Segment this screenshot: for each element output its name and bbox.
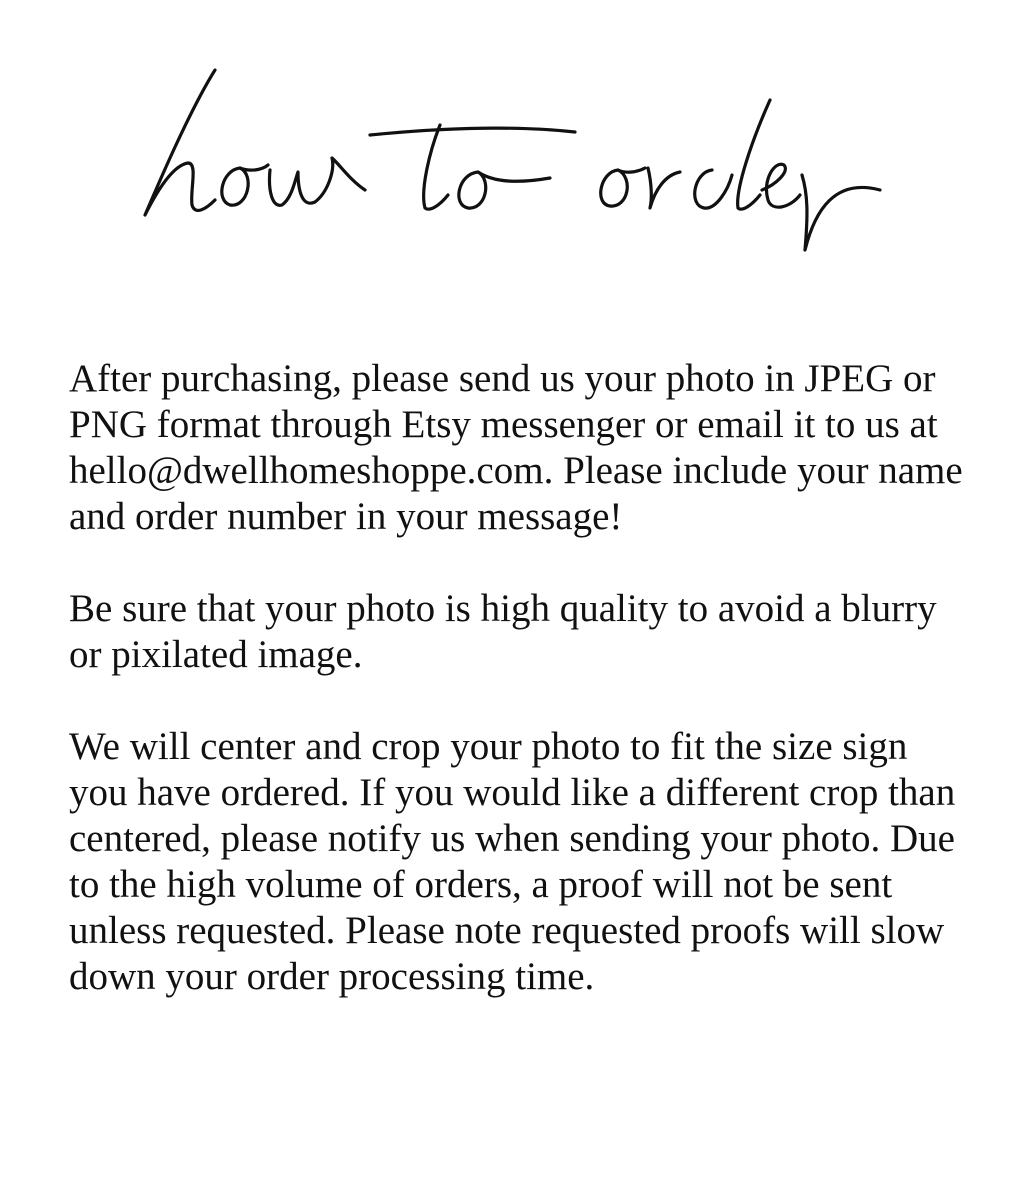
instructions-paragraph-crop: We will center and crop your photo to fit the size sign you have ordered. If you would like a different crop than centered, please notify us when sending your photo. Due to the high volume of orders, a proof will not be sent unless requested. Please note requested proofs will slow down your order processing time.	[69, 725, 956, 998]
script-title-lettering	[0, 40, 1024, 270]
instructions-paragraph-send-photo: After purchasing, please send us your photo in JPEG or PNG format through Etsy messenger or email it to us at hello@dwellhomeshoppe.com. Please include your name and order number in your message!	[69, 357, 963, 538]
instructions-paragraph-quality: Be sure that your photo is high quality to avoid a blurry or pixilated image.	[69, 587, 937, 676]
script-title	[0, 40, 1024, 270]
order-instructions	[69, 356, 969, 1000]
